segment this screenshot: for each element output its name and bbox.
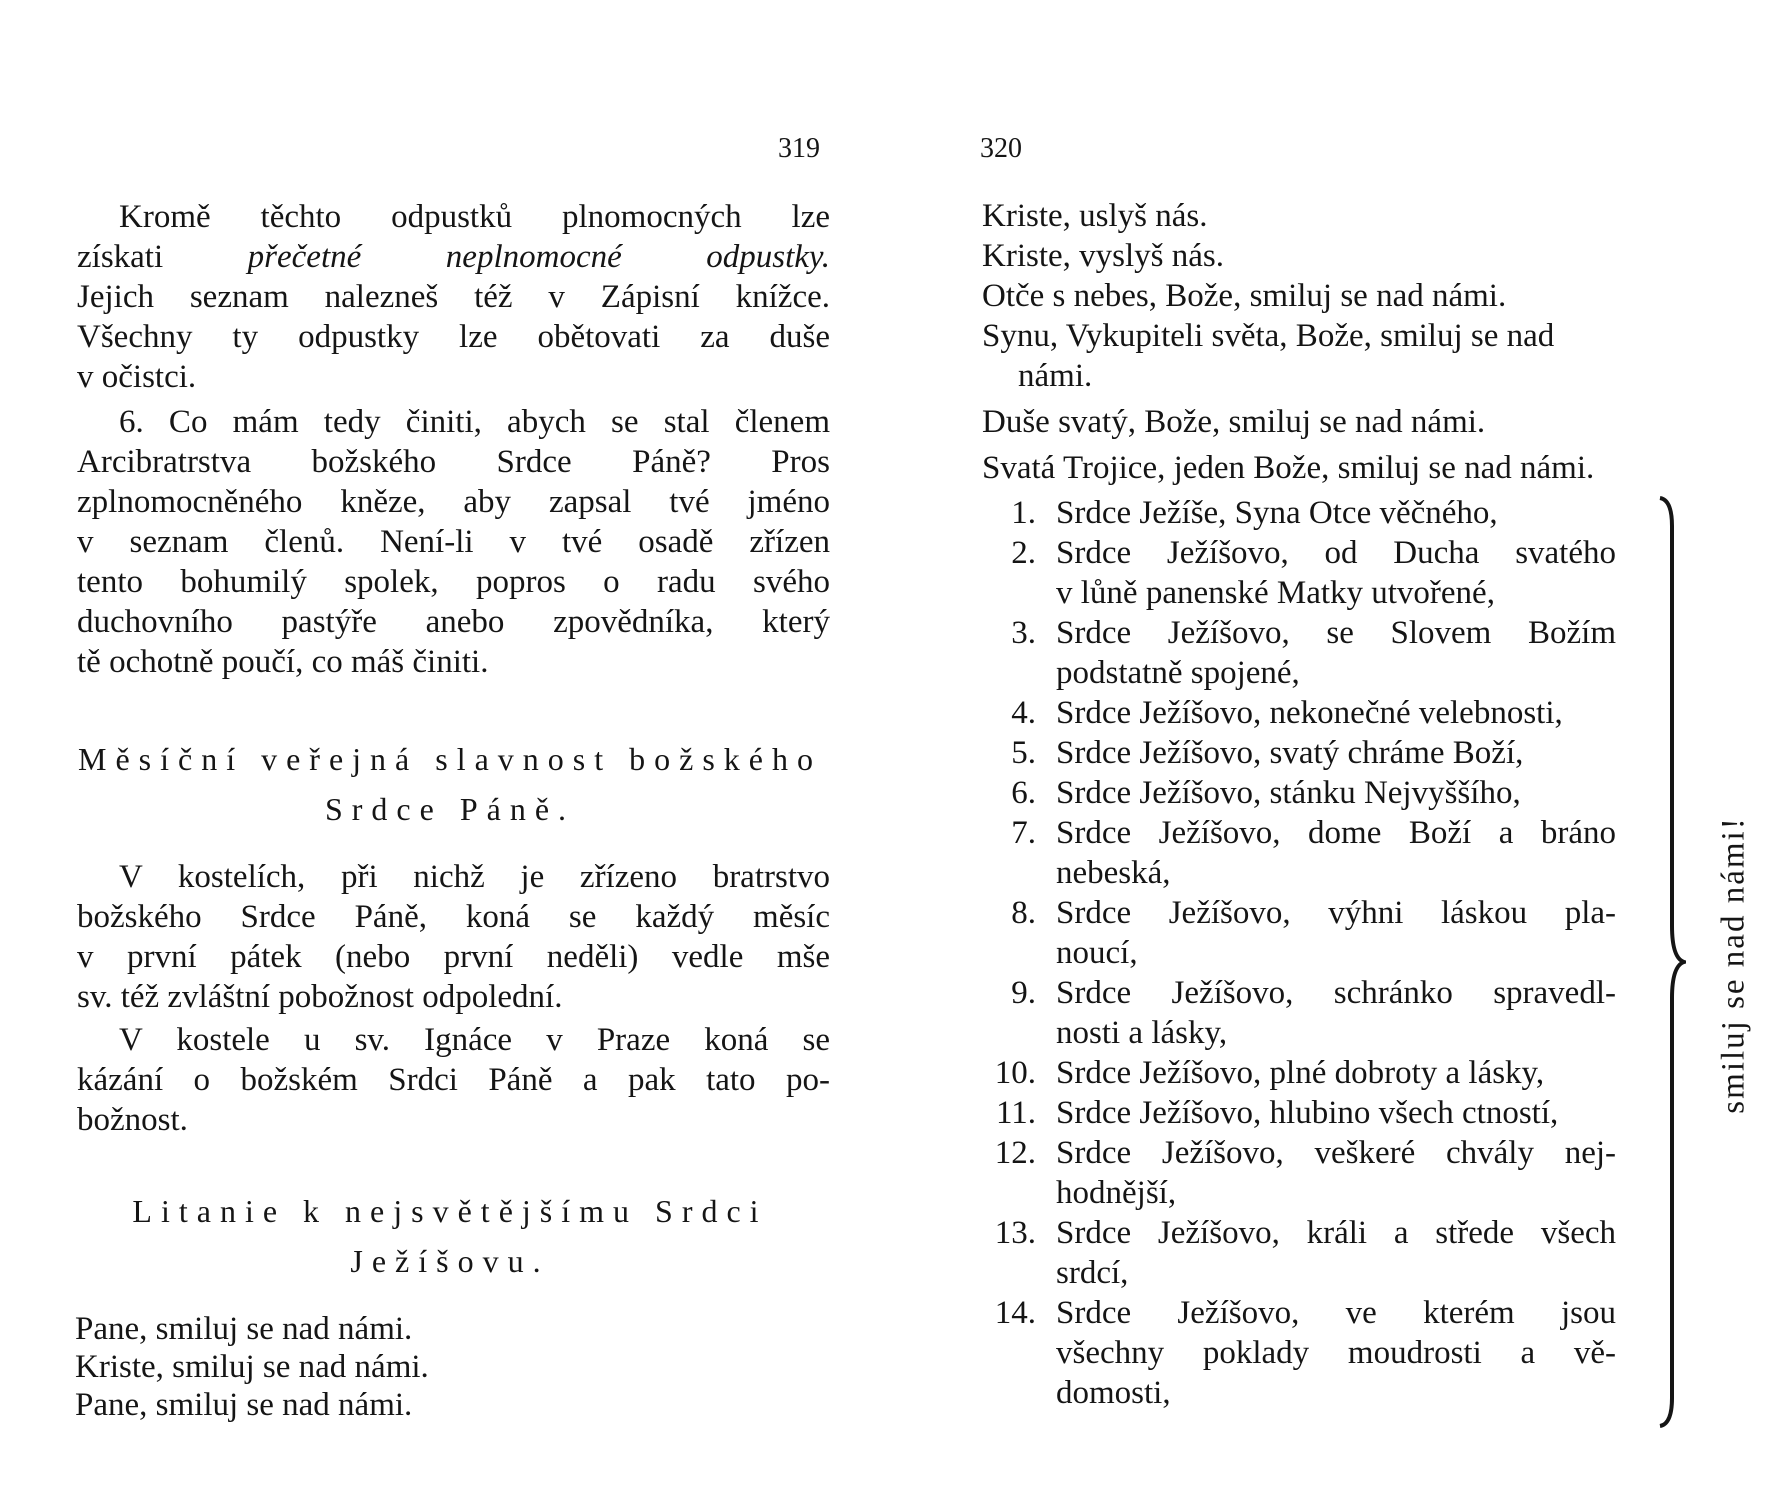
- litany-line: Srdce Ježíšovo, se Slovem Božím: [1056, 615, 1616, 651]
- litany-item: [976, 493, 1616, 533]
- text-line: v seznam členů. Není-li v tvé osadě zřízen: [77, 524, 830, 560]
- litany-line: Srdce Ježíšovo, svatý chráme Boží,: [1056, 735, 1524, 771]
- litany-line: domosti,: [1056, 1375, 1171, 1411]
- paragraph-prague: [77, 1020, 830, 1140]
- left-page: [0, 0, 880, 1500]
- prayer-line: Pane, smiluj se nad námi.: [75, 1311, 413, 1347]
- invocation-line: Svatá Trojice, jeden Bože, smiluj se nad námi.: [982, 450, 1595, 486]
- litany-number: 1.: [1011, 495, 1036, 531]
- text-line: kázání o božském Srdci Páně a pak tato po-: [77, 1062, 830, 1098]
- litany-item: [976, 533, 1616, 613]
- litany-number: 2.: [1011, 535, 1036, 571]
- page-number-left: 319: [778, 133, 820, 164]
- invocation-line: Kriste, uslyš nás.: [982, 198, 1208, 234]
- litany-line: Srdce Ježíšovo, schránko spravedl-: [1056, 975, 1616, 1011]
- litany-item: [976, 893, 1616, 973]
- litany-number: 10.: [994, 1055, 1036, 1091]
- litany-item: [976, 1053, 1616, 1093]
- litany-line: v lůně panenské Matky utvořené,: [1056, 575, 1495, 611]
- page-number-right: 320: [980, 133, 1022, 164]
- invocation-line: Duše svatý, Bože, smiluj se nad námi.: [982, 404, 1486, 440]
- text-line: v první pátek (nebo první neděli) vedle mše: [77, 939, 830, 975]
- litany-line: hodnější,: [1056, 1175, 1177, 1211]
- litany-list: [976, 493, 1716, 1413]
- emphasis-text: přečetné neplnomocné odpustky.: [247, 239, 830, 275]
- text-fragment: získati: [77, 239, 248, 275]
- section-heading-monthly: [60, 734, 840, 834]
- prayer-line: Pane, smiluj se nad námi.: [75, 1387, 413, 1423]
- litany-item: [976, 1093, 1616, 1133]
- litany-number: 6.: [1011, 775, 1036, 811]
- text-line: sv. též zvláštní pobožnost odpolední.: [77, 979, 563, 1015]
- litany-number: 8.: [1011, 895, 1036, 931]
- text-line: Arcibratrstva božského Srdce Páně? Pros: [77, 444, 830, 480]
- right-page: [880, 0, 1792, 1500]
- litany-line: Srdce Ježíše, Syna Otce věčného,: [1056, 495, 1498, 531]
- litany-number: 7.: [1011, 815, 1036, 851]
- text-line: V kostelích, při nichž je zřízeno bratrstvo: [119, 859, 830, 895]
- text-line: v očistci.: [77, 359, 197, 395]
- text-line: Jejich seznam nalezneš též v Zápisní knížce.: [77, 279, 830, 315]
- litany-line: noucí,: [1056, 935, 1138, 971]
- heading-line: Srdce Páně.: [324, 791, 576, 827]
- litany-number: 9.: [1011, 975, 1036, 1011]
- litany-item: [976, 613, 1616, 693]
- text-line: Všechny ty odpustky lze obětovati za duše: [77, 319, 830, 355]
- prayer-line: Kriste, smiluj se nad námi.: [75, 1349, 429, 1385]
- litany-number: 11.: [995, 1095, 1036, 1131]
- litany-line: Srdce Ježíšovo, výhni láskou pla-: [1056, 895, 1616, 931]
- text-line: božského Srdce Páně, koná se každý měsíc: [77, 899, 830, 935]
- litany-line: všechny poklady moudrosti a vě-: [1056, 1335, 1616, 1371]
- litany-item: [976, 1293, 1616, 1413]
- litany-line: Srdce Ježíšovo, králi a střede všech: [1056, 1215, 1616, 1251]
- paragraph-churches: [77, 857, 830, 1017]
- text-line: Kromě těchto odpustků plnomocných lze: [119, 199, 830, 235]
- litany-refrain: [1704, 795, 1764, 1135]
- text-line: [77, 237, 830, 277]
- litany-item: [976, 1133, 1616, 1213]
- litany-number: 4.: [1011, 695, 1036, 731]
- heading-line: Ježíšovu.: [350, 1243, 550, 1279]
- litany-item: [976, 1213, 1616, 1293]
- invocation-line: Kriste, vyslyš nás.: [982, 238, 1224, 274]
- litany-line: podstatně spojené,: [1056, 655, 1300, 691]
- litany-line: Srdce Ježíšovo, hlubino všech ctností,: [1056, 1095, 1559, 1131]
- opening-prayers: [75, 1310, 429, 1424]
- litany-line: nosti a lásky,: [1056, 1015, 1228, 1051]
- text-line: duchovního pastýře anebo zpovědníka, který: [77, 604, 830, 640]
- litany-line: Srdce Ježíšovo, veškeré chvály nej-: [1056, 1135, 1616, 1171]
- litany-number: 13.: [994, 1215, 1036, 1251]
- litany-line: nebeská,: [1056, 855, 1171, 891]
- litany-number: 5.: [1011, 735, 1036, 771]
- paragraph-membership: [77, 402, 830, 682]
- text-line: božnost.: [77, 1102, 188, 1138]
- litany-number: 12.: [994, 1135, 1036, 1171]
- litany-number: 3.: [1011, 615, 1036, 651]
- litany-number: 14.: [994, 1295, 1036, 1331]
- text-line: tento bohumilý spolek, popros o radu svého: [77, 564, 830, 600]
- litany-line: Srdce Ježíšovo, ve kterém jsou: [1056, 1295, 1616, 1331]
- invocation-line: námi.: [1018, 358, 1093, 394]
- litany-item: [976, 813, 1616, 893]
- litany-item: [976, 973, 1616, 1053]
- litany-line: Srdce Ježíšovo, dome Boží a bráno: [1056, 815, 1616, 851]
- invocation-line: Synu, Vykupiteli světa, Bože, smiluj se nad: [982, 318, 1555, 354]
- invocations: [982, 196, 1594, 488]
- litany-line: Srdce Ježíšovo, stánku Nejvyššího,: [1056, 775, 1521, 811]
- text-line: 6. Co mám tedy činiti, abych se stal členem: [119, 404, 830, 440]
- litany-line: srdcí,: [1056, 1255, 1129, 1291]
- litany-item: [976, 693, 1616, 733]
- refrain-text: smiluj se nad námi!: [1715, 816, 1752, 1114]
- litany-line: Srdce Ježíšovo, plné dobroty a lásky,: [1056, 1055, 1545, 1091]
- text-line: V kostele u sv. Ignáce v Praze koná se: [119, 1022, 830, 1058]
- litany-line: Srdce Ježíšovo, nekonečné velebnosti,: [1056, 695, 1563, 731]
- text-line: tě ochotně poučí, co máš činiti.: [77, 644, 489, 680]
- heading-line: Měsíční veřejná slavnost božského: [78, 741, 822, 777]
- invocation-line: Otče s nebes, Bože, smiluj se nad námi.: [982, 278, 1507, 314]
- litany-line: Srdce Ježíšovo, od Ducha svatého: [1056, 535, 1616, 571]
- curly-bracket-icon: [1658, 496, 1686, 1428]
- heading-line: Litanie k nejsvětějšímu Srdci: [132, 1193, 768, 1229]
- paragraph-indulgences: [77, 197, 830, 397]
- text-line: zplnomocněného kněze, aby zapsal tvé jméno: [77, 484, 830, 520]
- section-heading-litany: [60, 1186, 840, 1286]
- litany-item: [976, 733, 1616, 773]
- litany-item: [976, 773, 1616, 813]
